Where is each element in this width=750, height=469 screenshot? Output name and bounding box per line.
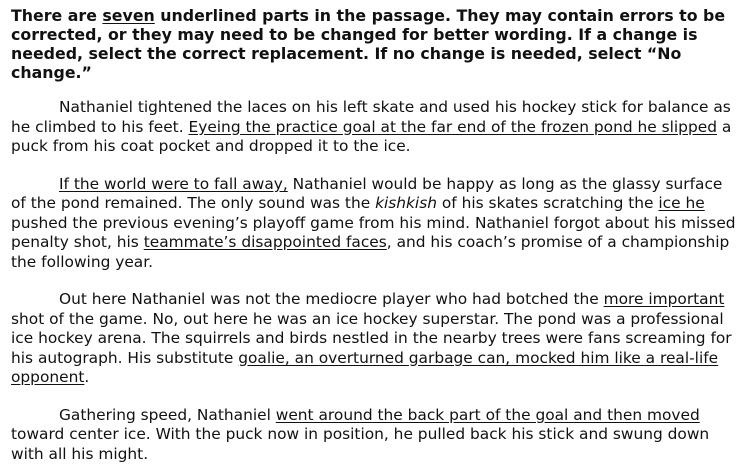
passage-text: toward center ice. With the puck now in position, he pulled back his stick and swung down with all his might. — [11, 425, 710, 463]
paragraph-3 — [11, 290, 739, 388]
underlined-part-3[interactable]: ice he — [658, 194, 705, 212]
passage-text: Gathering speed, Nathaniel — [59, 405, 276, 424]
instructions — [11, 6, 739, 82]
passage-text: , and his coach’s promise of a championship the following year. — [11, 233, 730, 271]
passage-text: pushed the previous evening’s playoff game from his mind. Nathaniel forgot about his missed penalty shot, his — [11, 213, 736, 251]
passage-text: . — [84, 368, 90, 386]
paragraph-1 — [11, 98, 739, 157]
instructions-text: underlined parts in the passage. They may contain errors to be corrected, or they may need to be changed for better wording. If a change is needed, select the correct replacement. If no change is needed, select “No change.” — [11, 6, 726, 82]
underlined-part-4[interactable]: teammate’s disappointed faces — [143, 233, 387, 251]
paragraph-4 — [11, 406, 739, 465]
passage-text: Nathaniel would be happy as long as the glassy surface of the pond remained. The only sound was the — [11, 174, 723, 212]
passage-text: Out here Nathaniel was not the mediocre player who had botched the — [59, 290, 604, 308]
passage-text: shot of the game. No, out here he was an ice hockey superstar. The pond was a professional ice hockey arena. The squirrels and birds nestled in the nearby trees were fans screaming for his autograph. His substitute — [11, 309, 732, 367]
underlined-count: seven — [102, 6, 155, 25]
underlined-part-6[interactable]: goalie, an overturned garbage can, mocked him like a real-life opponent — [11, 348, 719, 386]
underlined-part-5[interactable]: more important — [603, 290, 725, 308]
italic-word: kishkish — [375, 194, 437, 212]
passage-text: of his skates scratching the — [437, 194, 659, 212]
underlined-part-1[interactable]: Eyeing the practice goal at the far end of the frozen pond he slipped — [188, 117, 717, 136]
paragraph-2 — [11, 175, 739, 273]
underlined-part-7[interactable]: went around the back part of the goal and then moved — [275, 405, 700, 424]
underlined-part-2[interactable]: If the world were to fall away, — [59, 174, 288, 193]
passage-text: a puck from his coat pocket and dropped it to the ice. — [11, 117, 732, 155]
passage-text: Nathaniel tightened the laces on his left skate and used his hockey stick for balance as he climbed to his feet. — [11, 98, 731, 136]
instructions-text: There are — [11, 6, 103, 25]
